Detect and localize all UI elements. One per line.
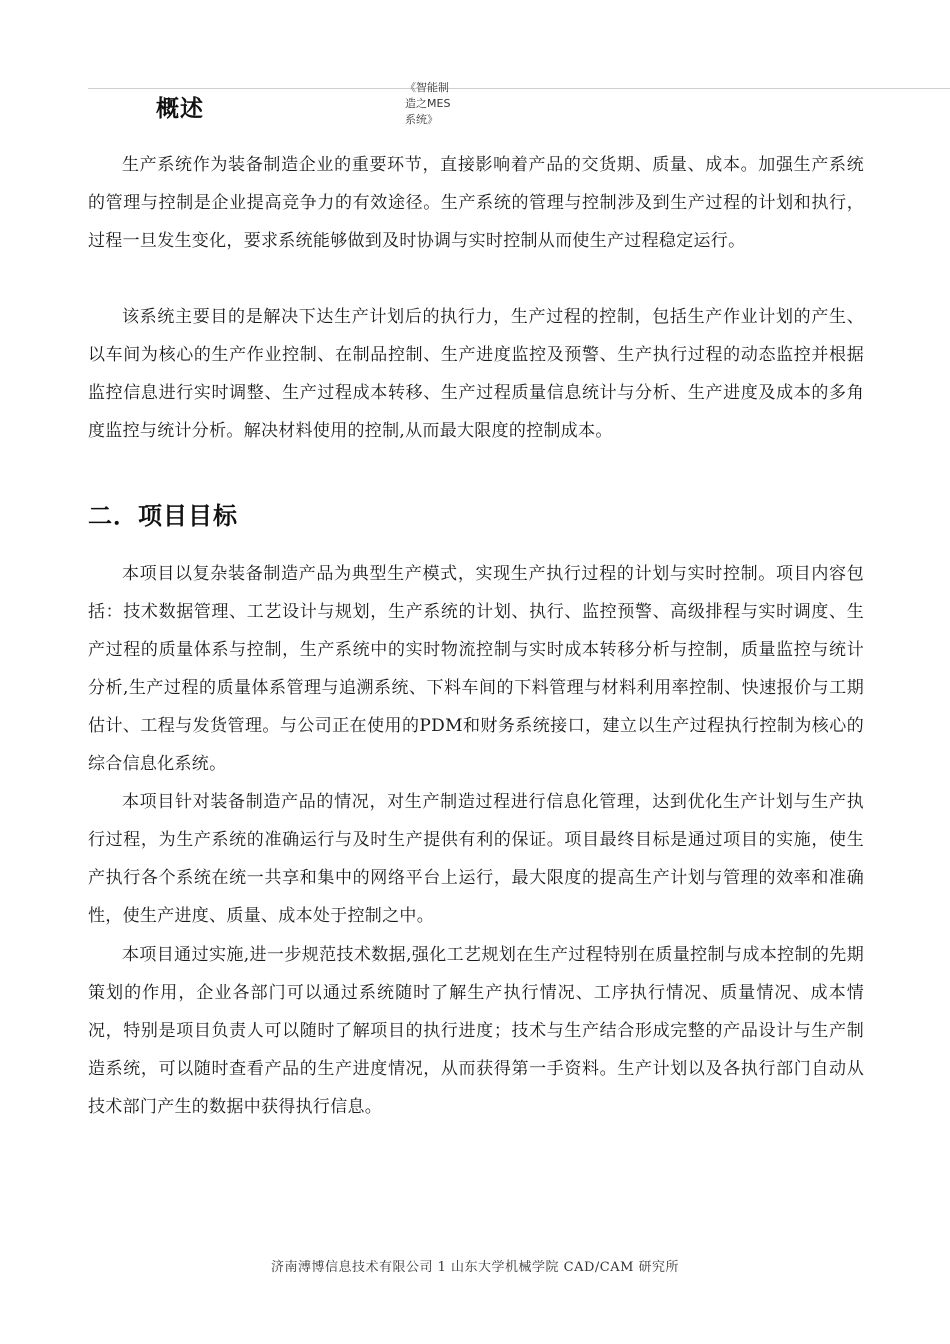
overview-paragraph-2: 该系统主要目的是解决下达生产计划后的执行力，生产过程的控制，包括生产作业计划的产生、以车间为核心的生产作业控制、在制品控制、生产进度监控及预警、生产执行过程的动态监控并根据监控信息进行实时调整、生产过程成本转移、生产过程质量信息统计与分析、生产进度及成本的多角度监控与统计分析。解决材料使用的控制,从而最大限度的控制成本。 bbox=[88, 307, 864, 441]
header-document-title: 《智能制造之MES系统》 bbox=[405, 81, 451, 126]
header-divider bbox=[88, 88, 950, 89]
goals-paragraph-1: 本项目以复杂装备制造产品为典型生产模式，实现生产执行过程的计划与实时控制。项目内容包括：技术数据管理、工艺设计与规划，生产系统的计划、执行、监控预警、高级排程与实时调度、生产过程的质量体系与控制，生产系统中的实时物流控制与实时成本转移分析与控制，质量监控与统计分析,生产过程的质量体系管理与追溯系统、下料车间的下料管理与材料利用率控制、快速报价与工期估计、工程与发货管理。与公司正在使用的PDM和财务系统接口，建立以生产过程执行控制为核心的综合信息化系统。 bbox=[88, 564, 864, 774]
overview-paragraph-1: 生产系统作为装备制造企业的重要环节，直接影响着产品的交货期、质量、成本。加强生产系统的管理与控制是企业提高竞争力的有效途径。生产系统的管理与控制涉及到生产过程的计划和执行，过程一旦发生变化，要求系统能够做到及时协调与实时控制从而使生产过程稳定运行。 bbox=[88, 155, 864, 251]
goals-paragraph-3: 本项目通过实施,进一步规范技术数据,强化工艺规划在生产过程特别在质量控制与成本控制的先期策划的作用，企业各部门可以通过系统随时了解生产执行情况、工序执行情况、质量情况、成本情况，特别是项目负责人可以随时了解项目的执行进度；技术与生产结合形成完整的产品设计与生产制造系统，可以随时查看产品的生产进度情况，从而获得第一手资料。生产计划以及各执行部门自动从技术部门产生的数据中获得执行信息。 bbox=[88, 945, 864, 1117]
goals-paragraph-2: 本项目针对装备制造产品的情况，对生产制造过程进行信息化管理，达到优化生产计划与生产执行过程，为生产系统的准确运行与及时生产提供有利的保证。项目最终目标是通过项目的实施，使生产执行各个系统在统一共享和集中的网络平台上运行，最大限度的提高生产计划与管理的效率和准确性，使生产进度、质量、成本处于控制之中。 bbox=[88, 792, 864, 926]
section-heading-project-goals: 二．项目目标 bbox=[88, 502, 238, 530]
page-footer: 济南溥博信息技术有限公司 1 山东大学机械学院 CAD/CAM 研究所 bbox=[270, 1260, 680, 1275]
section-title-overview: 概述 bbox=[156, 96, 204, 122]
